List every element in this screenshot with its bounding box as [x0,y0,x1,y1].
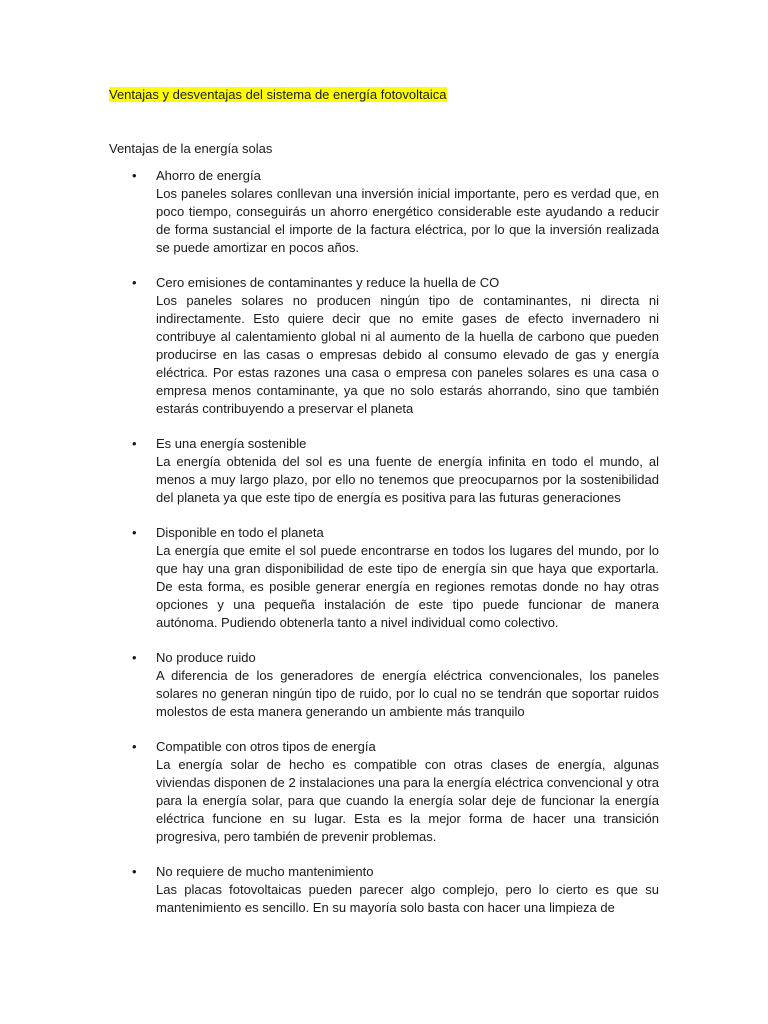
list-item [109,274,659,418]
bullet-icon: • [132,650,137,665]
list-item-title: No requiere de mucho mantenimiento [156,864,374,879]
list-item-body: A diferencia de los generadores de energía eléctrica convencionales, los paneles solares no generan ningún tipo de ruido, por lo cual no se tendrán que soportar ruidos molestos de esta manera generando un ambiente más tranquilo [156,668,659,719]
section-heading: Ventajas de la energía solas [109,141,273,156]
bullet-icon: • [132,739,137,754]
list-item-title: Ahorro de energía [156,168,261,183]
bullet-icon: • [132,436,137,451]
list-item [109,167,659,257]
advantages-list [109,167,659,934]
list-item-title: Es una energía sostenible [156,436,307,451]
list-item [109,649,659,721]
list-item-body: La energía obtenida del sol es una fuente de energía infinita en todo el mundo, al menos a muy largo plazo, por ello no tenemos que preocuparnos por la sostenibilidad del planeta ya que este tipo de energía es positiva para las futuras generaciones [156,454,659,505]
page-title [109,86,447,104]
list-item-body: Las placas fotovoltaicas pueden parecer algo complejo, pero lo cierto es que su mantenimiento es sencillo. En su mayoría solo basta con hacer una limpieza de [156,882,659,915]
list-item [109,738,659,846]
list-item [109,524,659,632]
bullet-icon: • [132,275,137,290]
bullet-icon: • [132,864,137,879]
list-item [109,435,659,507]
list-item-title: Compatible con otros tipos de energía [156,739,376,754]
bullet-icon: • [132,168,137,183]
list-item-body: La energía solar de hecho es compatible con otras clases de energía, algunas viviendas disponen de 2 instalaciones una para la energía eléctrica convencional y otra para la energía solar, para que cuando la energía solar deje de funcionar la energía eléctrica funcione en su lugar. Esta es la mejor forma de hacer una transición progresiva, pero también de prevenir problemas. [156,757,659,844]
highlighted-title-text: Ventajas y desventajas del sistema de energía fotovoltaica [109,87,447,102]
list-item [109,863,659,917]
list-item-title: Disponible en todo el planeta [156,525,324,540]
list-item-title: Cero emisiones de contaminantes y reduce la huella de CO [156,275,500,290]
list-item-body: La energía que emite el sol puede encontrarse en todos los lugares del mundo, por lo que hay una gran disponibilidad de este tipo de energía sin que haya que exportarla. De esta forma, es posible generar energía en regiones remotas donde no hay otras opciones y una pequeña instalación de este tipo puede funcionar de manera autónoma. Pudiendo obtenerla tanto a nivel individual como colectivo. [156,543,659,630]
bullet-icon: • [132,525,137,540]
list-item-title: No produce ruido [156,650,256,665]
list-item-body: Los paneles solares no producen ningún tipo de contaminantes, ni directa ni indirectamente. Esto quiere decir que no emite gases de efecto invernadero ni contribuye al calentamiento global ni al aumento de la huella de carbono que pueden producirse en las casas o empresas debido al consumo elevado de gas y energía eléctrica. Por estas razones una casa o empresa con paneles solares es una casa o empresa menos contaminante, ya que no solo estarás ahorrando, sino que también estarás contribuyendo a preservar el planeta [156,293,659,416]
list-item-body: Los paneles solares conllevan una inversión inicial importante, pero es verdad que, en poco tiempo, conseguirás un ahorro energético considerable este ayudando a reducir de forma sustancial el importe de la factura eléctrica, por lo que la inversión realizada se puede amortizar en pocos años. [156,186,659,255]
